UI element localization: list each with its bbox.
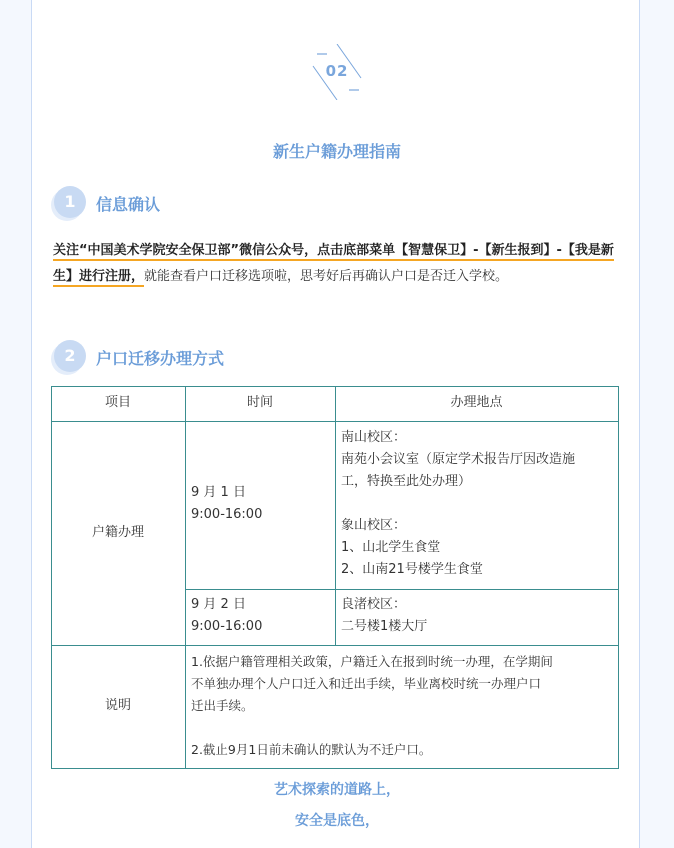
location-line: 象山校区： [341,518,407,533]
location-line: 1、山北学生食堂 [341,540,441,555]
time-hours: 9:00-16:00 [191,619,263,634]
note-line: 1.依据户籍管理相关政策，户籍迁入在报到时统一办理，在学期间 [191,654,553,669]
location-line: 二号楼1楼大厅 [341,619,428,634]
huji-table [51,386,619,769]
section2-heading: 户口迁移办理方式 [96,349,225,368]
location-spacer [341,493,616,515]
table-border [51,768,619,769]
location-slot-1 [341,427,616,581]
time-date: 9 月 2 日 [191,597,246,612]
section1-paragraph [53,238,621,290]
note-text [191,651,616,761]
location-line: 良渚校区： [341,597,407,612]
time-slot-1 [191,482,331,526]
time-slot-2 [191,594,331,638]
table-header-cell: 项目 [104,395,131,410]
table-border [618,386,619,769]
table-border [185,589,619,590]
note-line: 2.截止9月1日前未确认的默认为不迁户口。 [191,742,432,757]
location-line: 南苑小会议室（原定学术报告厅因改造施 [341,452,576,467]
section1-heading: 信息确认 [96,195,161,214]
note-spacer [191,717,616,739]
badge-number: 02 [325,62,349,80]
time-hours: 9:00-16:00 [191,507,263,522]
time-date: 9 月 1 日 [191,485,246,500]
location-slot-2 [341,594,616,638]
section1-normal-text: 就能查看户口迁移选项啦，思考好后再确认户口是否迁入学校。 [144,269,509,284]
location-line: 南山校区： [341,430,407,445]
section1-number-circle: 1 [54,186,86,218]
location-line: 2、山南21号楼学生食堂 [341,562,483,577]
row-label-huji: 户籍办理 [91,525,144,540]
section2-number-circle: 2 [54,340,86,372]
footer-line: 艺术探索的道路上， [274,782,400,798]
note-line: 迁出手续。 [191,698,254,713]
page-title: 新生户籍办理指南 [272,142,401,161]
location-line: 工，特换至此处办理） [341,474,472,489]
footer-line: 安全是底色， [295,813,379,829]
section1-bold-text: 关注“中国美术学院安全保卫部”微信公众号，点击底部菜单【智慧保卫】-【新生报到】-【我是新生】进行注册， [53,243,614,287]
table-border [185,386,186,769]
row-label-note: 说明 [104,698,131,713]
section-number-badge [311,44,363,100]
table-header-cell: 办理地点 [450,395,503,410]
table-border [335,386,336,646]
table-header-cell: 时间 [246,395,273,410]
note-line: 不单独办理个人户口迁入和迁出手续，毕业离校时统一办理户口 [191,676,542,691]
